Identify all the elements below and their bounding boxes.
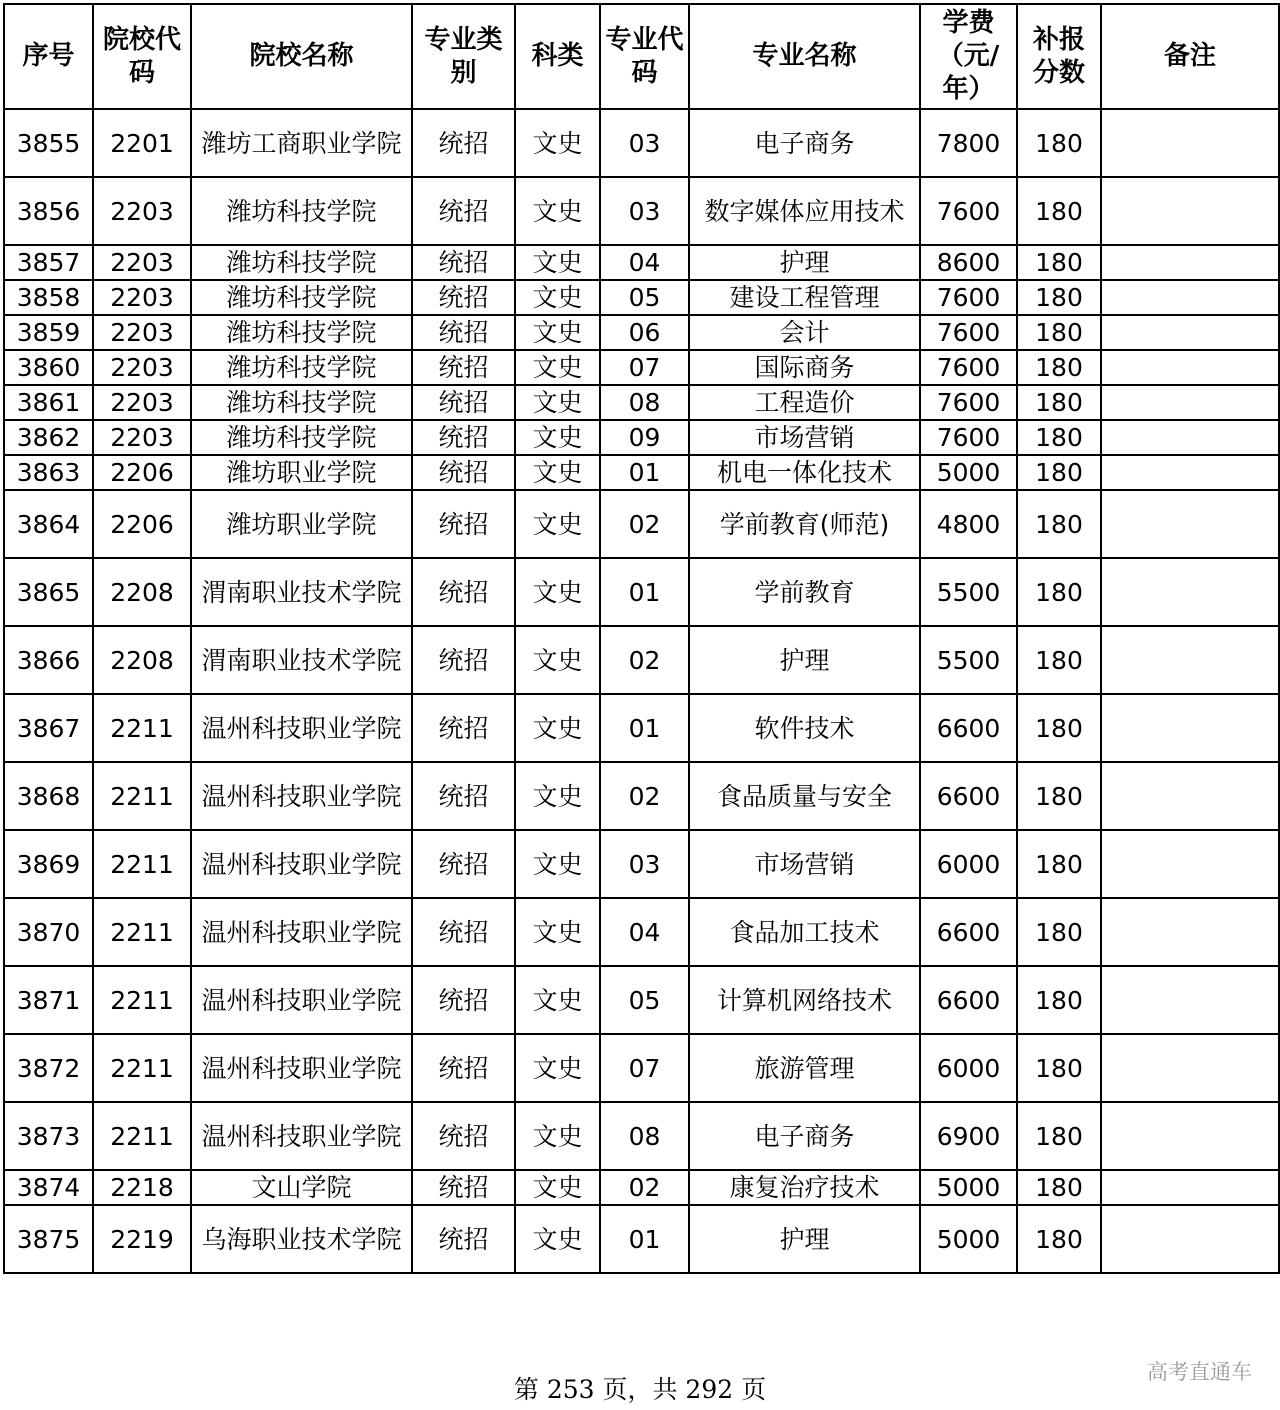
header-note: 备注	[1101, 4, 1279, 109]
cell-major-type: 统招	[412, 1170, 515, 1205]
cell-school-code: 2211	[93, 830, 191, 898]
cell-school-name: 渭南职业技术学院	[191, 626, 412, 694]
table-row	[4, 1034, 1279, 1102]
cell-major-name: 机电一体化技术	[689, 455, 920, 490]
cell-school-name: 潍坊科技学院	[191, 280, 412, 315]
table-row	[4, 280, 1279, 315]
table-row	[4, 1205, 1279, 1273]
cell-seq: 3870	[4, 898, 93, 966]
cell-school-code: 2203	[93, 280, 191, 315]
cell-major-type: 统招	[412, 420, 515, 455]
page-number-footer: 第 253 页，共 292 页	[513, 1375, 767, 1404]
cell-tuition: 7600	[920, 350, 1017, 385]
cell-major-code: 02	[600, 490, 689, 558]
cell-tuition: 5000	[920, 1205, 1017, 1273]
header-major-name: 专业名称	[689, 4, 920, 109]
cell-major-name: 工程造价	[689, 385, 920, 420]
cell-major-code: 01	[600, 1205, 689, 1273]
cell-school-name: 潍坊科技学院	[191, 420, 412, 455]
table-row	[4, 109, 1279, 177]
table-row	[4, 420, 1279, 455]
cell-note	[1101, 350, 1279, 385]
cell-major-code: 03	[600, 177, 689, 245]
cell-school-name: 乌海职业技术学院	[191, 1205, 412, 1273]
cell-school-name: 温州科技职业学院	[191, 830, 412, 898]
cell-note	[1101, 1102, 1279, 1170]
cell-tuition: 5500	[920, 558, 1017, 626]
cell-major-type: 统招	[412, 762, 515, 830]
cell-school-code: 2208	[93, 558, 191, 626]
cell-school-name: 文山学院	[191, 1170, 412, 1205]
cell-score: 180	[1017, 1102, 1101, 1170]
cell-school-name: 潍坊职业学院	[191, 455, 412, 490]
cell-major-code: 03	[600, 109, 689, 177]
cell-school-name: 潍坊科技学院	[191, 177, 412, 245]
cell-note	[1101, 626, 1279, 694]
cell-tuition: 6600	[920, 762, 1017, 830]
cell-tuition: 7800	[920, 109, 1017, 177]
cell-tuition: 5000	[920, 1170, 1017, 1205]
table-row	[4, 830, 1279, 898]
cell-major-type: 统招	[412, 830, 515, 898]
table-row	[4, 177, 1279, 245]
header-school-name: 院校名称	[191, 4, 412, 109]
cell-major-name: 护理	[689, 245, 920, 280]
cell-major-type: 统招	[412, 1205, 515, 1273]
admission-table	[3, 3, 1280, 1274]
cell-school-name: 潍坊科技学院	[191, 315, 412, 350]
cell-school-name: 潍坊科技学院	[191, 350, 412, 385]
cell-note	[1101, 280, 1279, 315]
cell-seq: 3865	[4, 558, 93, 626]
cell-subject: 文史	[515, 966, 600, 1034]
cell-tuition: 7600	[920, 280, 1017, 315]
table-row	[4, 966, 1279, 1034]
cell-major-name: 学前教育	[689, 558, 920, 626]
cell-school-name: 渭南职业技术学院	[191, 558, 412, 626]
table-row	[4, 490, 1279, 558]
cell-major-name: 建设工程管理	[689, 280, 920, 315]
cell-school-code: 2203	[93, 315, 191, 350]
cell-seq: 3858	[4, 280, 93, 315]
cell-tuition: 6000	[920, 830, 1017, 898]
cell-school-code: 2211	[93, 966, 191, 1034]
table-body	[4, 109, 1279, 1273]
table-row	[4, 245, 1279, 280]
cell-subject: 文史	[515, 109, 600, 177]
cell-school-code: 2211	[93, 1034, 191, 1102]
cell-subject: 文史	[515, 1034, 600, 1102]
table-row	[4, 694, 1279, 762]
cell-school-code: 2203	[93, 177, 191, 245]
cell-note	[1101, 966, 1279, 1034]
cell-seq: 3868	[4, 762, 93, 830]
cell-seq: 3874	[4, 1170, 93, 1205]
cell-subject: 文史	[515, 245, 600, 280]
cell-score: 180	[1017, 1205, 1101, 1273]
cell-tuition: 5000	[920, 455, 1017, 490]
cell-tuition: 4800	[920, 490, 1017, 558]
cell-seq: 3872	[4, 1034, 93, 1102]
cell-major-code: 04	[600, 245, 689, 280]
cell-seq: 3857	[4, 245, 93, 280]
cell-score: 180	[1017, 455, 1101, 490]
cell-tuition: 6000	[920, 1034, 1017, 1102]
cell-school-code: 2208	[93, 626, 191, 694]
cell-note	[1101, 558, 1279, 626]
cell-note	[1101, 898, 1279, 966]
cell-school-code: 2203	[93, 385, 191, 420]
cell-major-code: 04	[600, 898, 689, 966]
header-major-code: 专业代码	[600, 4, 689, 109]
cell-seq: 3869	[4, 830, 93, 898]
cell-score: 180	[1017, 315, 1101, 350]
cell-school-code: 2203	[93, 350, 191, 385]
cell-score: 180	[1017, 280, 1101, 315]
cell-subject: 文史	[515, 830, 600, 898]
cell-major-type: 统招	[412, 177, 515, 245]
table-row	[4, 1170, 1279, 1205]
cell-note	[1101, 694, 1279, 762]
cell-note	[1101, 1205, 1279, 1273]
cell-school-code: 2203	[93, 245, 191, 280]
header-subject: 科类	[515, 4, 600, 109]
cell-score: 180	[1017, 177, 1101, 245]
cell-subject: 文史	[515, 280, 600, 315]
cell-seq: 3863	[4, 455, 93, 490]
cell-major-name: 护理	[689, 1205, 920, 1273]
cell-subject: 文史	[515, 455, 600, 490]
cell-major-code: 08	[600, 1102, 689, 1170]
cell-major-name: 计算机网络技术	[689, 966, 920, 1034]
cell-school-name: 潍坊科技学院	[191, 385, 412, 420]
cell-subject: 文史	[515, 762, 600, 830]
cell-major-name: 护理	[689, 626, 920, 694]
cell-note	[1101, 1034, 1279, 1102]
cell-major-code: 05	[600, 966, 689, 1034]
cell-major-name: 食品加工技术	[689, 898, 920, 966]
cell-school-name: 温州科技职业学院	[191, 966, 412, 1034]
cell-major-code: 03	[600, 830, 689, 898]
table-row	[4, 762, 1279, 830]
cell-subject: 文史	[515, 1205, 600, 1273]
header-score: 补报分数	[1017, 4, 1101, 109]
cell-score: 180	[1017, 626, 1101, 694]
cell-tuition: 6900	[920, 1102, 1017, 1170]
cell-score: 180	[1017, 420, 1101, 455]
cell-seq: 3873	[4, 1102, 93, 1170]
cell-score: 180	[1017, 1170, 1101, 1205]
header-seq: 序号	[4, 4, 93, 109]
cell-major-type: 统招	[412, 626, 515, 694]
cell-subject: 文史	[515, 420, 600, 455]
cell-major-code: 09	[600, 420, 689, 455]
cell-major-type: 统招	[412, 385, 515, 420]
cell-score: 180	[1017, 558, 1101, 626]
cell-seq: 3866	[4, 626, 93, 694]
cell-note	[1101, 385, 1279, 420]
cell-subject: 文史	[515, 490, 600, 558]
cell-major-type: 统招	[412, 1034, 515, 1102]
cell-major-type: 统招	[412, 109, 515, 177]
cell-score: 180	[1017, 762, 1101, 830]
cell-school-name: 温州科技职业学院	[191, 898, 412, 966]
cell-major-type: 统招	[412, 280, 515, 315]
cell-school-name: 潍坊科技学院	[191, 245, 412, 280]
cell-major-type: 统招	[412, 490, 515, 558]
cell-seq: 3861	[4, 385, 93, 420]
cell-major-name: 会计	[689, 315, 920, 350]
cell-school-code: 2206	[93, 490, 191, 558]
cell-major-code: 02	[600, 626, 689, 694]
cell-subject: 文史	[515, 694, 600, 762]
cell-major-code: 07	[600, 1034, 689, 1102]
cell-subject: 文史	[515, 898, 600, 966]
cell-school-name: 温州科技职业学院	[191, 1034, 412, 1102]
cell-subject: 文史	[515, 385, 600, 420]
cell-major-code: 02	[600, 1170, 689, 1205]
cell-major-type: 统招	[412, 455, 515, 490]
cell-score: 180	[1017, 898, 1101, 966]
cell-subject: 文史	[515, 177, 600, 245]
cell-major-name: 学前教育(师范)	[689, 490, 920, 558]
cell-tuition: 8600	[920, 245, 1017, 280]
header-major-type: 专业类别	[412, 4, 515, 109]
cell-major-type: 统招	[412, 898, 515, 966]
cell-school-code: 2211	[93, 1102, 191, 1170]
cell-note	[1101, 455, 1279, 490]
cell-score: 180	[1017, 109, 1101, 177]
cell-major-code: 01	[600, 694, 689, 762]
cell-school-code: 2211	[93, 694, 191, 762]
cell-seq: 3864	[4, 490, 93, 558]
cell-seq: 3856	[4, 177, 93, 245]
cell-major-type: 统招	[412, 966, 515, 1034]
table-row	[4, 898, 1279, 966]
cell-school-name: 温州科技职业学院	[191, 694, 412, 762]
cell-major-code: 01	[600, 558, 689, 626]
cell-tuition: 7600	[920, 315, 1017, 350]
cell-subject: 文史	[515, 558, 600, 626]
cell-school-code: 2211	[93, 762, 191, 830]
cell-major-name: 康复治疗技术	[689, 1170, 920, 1205]
cell-tuition: 7600	[920, 385, 1017, 420]
header-tuition: 学费（元/年）	[920, 4, 1017, 109]
cell-seq: 3875	[4, 1205, 93, 1273]
cell-note	[1101, 490, 1279, 558]
cell-school-name: 潍坊工商职业学院	[191, 109, 412, 177]
cell-score: 180	[1017, 966, 1101, 1034]
cell-tuition: 7600	[920, 177, 1017, 245]
cell-school-code: 2219	[93, 1205, 191, 1273]
cell-tuition: 7600	[920, 420, 1017, 455]
cell-major-code: 02	[600, 762, 689, 830]
cell-school-code: 2201	[93, 109, 191, 177]
cell-seq: 3855	[4, 109, 93, 177]
cell-score: 180	[1017, 245, 1101, 280]
table-row	[4, 558, 1279, 626]
cell-seq: 3871	[4, 966, 93, 1034]
header-school-code: 院校代码	[93, 4, 191, 109]
cell-subject: 文史	[515, 626, 600, 694]
cell-major-name: 电子商务	[689, 109, 920, 177]
cell-score: 180	[1017, 385, 1101, 420]
cell-major-name: 食品质量与安全	[689, 762, 920, 830]
cell-score: 180	[1017, 694, 1101, 762]
cell-seq: 3867	[4, 694, 93, 762]
table-header-row	[4, 4, 1279, 109]
cell-tuition: 6600	[920, 694, 1017, 762]
cell-note	[1101, 1170, 1279, 1205]
cell-subject: 文史	[515, 1170, 600, 1205]
cell-major-code: 01	[600, 455, 689, 490]
cell-tuition: 6600	[920, 898, 1017, 966]
cell-major-name: 电子商务	[689, 1102, 920, 1170]
table-row	[4, 385, 1279, 420]
cell-subject: 文史	[515, 315, 600, 350]
cell-major-name: 市场营销	[689, 420, 920, 455]
cell-note	[1101, 762, 1279, 830]
cell-seq: 3859	[4, 315, 93, 350]
cell-major-name: 软件技术	[689, 694, 920, 762]
cell-school-name: 温州科技职业学院	[191, 762, 412, 830]
cell-score: 180	[1017, 350, 1101, 385]
cell-major-type: 统招	[412, 558, 515, 626]
table-row	[4, 626, 1279, 694]
cell-note	[1101, 420, 1279, 455]
cell-school-code: 2203	[93, 420, 191, 455]
cell-note	[1101, 315, 1279, 350]
cell-major-type: 统招	[412, 1102, 515, 1170]
cell-major-code: 05	[600, 280, 689, 315]
cell-major-name: 国际商务	[689, 350, 920, 385]
table-row	[4, 1102, 1279, 1170]
table-row	[4, 315, 1279, 350]
cell-major-name: 数字媒体应用技术	[689, 177, 920, 245]
cell-major-code: 08	[600, 385, 689, 420]
cell-school-code: 2206	[93, 455, 191, 490]
cell-major-type: 统招	[412, 694, 515, 762]
table-row	[4, 455, 1279, 490]
cell-school-code: 2218	[93, 1170, 191, 1205]
cell-score: 180	[1017, 490, 1101, 558]
cell-major-type: 统招	[412, 245, 515, 280]
cell-note	[1101, 245, 1279, 280]
cell-major-code: 06	[600, 315, 689, 350]
cell-note	[1101, 177, 1279, 245]
cell-tuition: 5500	[920, 626, 1017, 694]
watermark-text: 高考直通车	[1147, 1360, 1252, 1384]
cell-major-code: 07	[600, 350, 689, 385]
cell-tuition: 6600	[920, 966, 1017, 1034]
cell-seq: 3860	[4, 350, 93, 385]
cell-major-name: 旅游管理	[689, 1034, 920, 1102]
table-row	[4, 350, 1279, 385]
cell-score: 180	[1017, 830, 1101, 898]
cell-subject: 文史	[515, 1102, 600, 1170]
cell-major-type: 统招	[412, 315, 515, 350]
cell-school-name: 温州科技职业学院	[191, 1102, 412, 1170]
cell-school-code: 2211	[93, 898, 191, 966]
cell-major-type: 统招	[412, 350, 515, 385]
cell-note	[1101, 109, 1279, 177]
cell-score: 180	[1017, 1034, 1101, 1102]
cell-seq: 3862	[4, 420, 93, 455]
cell-major-name: 市场营销	[689, 830, 920, 898]
cell-subject: 文史	[515, 350, 600, 385]
cell-note	[1101, 830, 1279, 898]
cell-school-name: 潍坊职业学院	[191, 490, 412, 558]
